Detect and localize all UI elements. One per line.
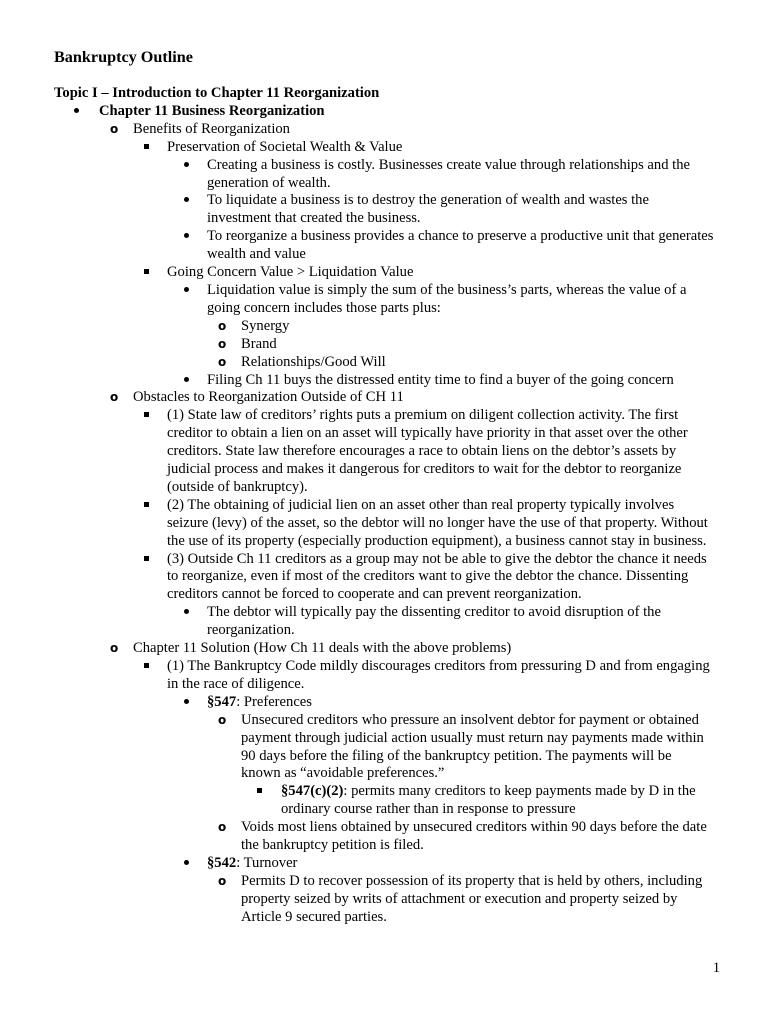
preservation-heading: Preservation of Societal Wealth & Value bbox=[54, 139, 714, 157]
obstacles-heading: o Obstacles to Reorganization Outside of CH 11 bbox=[110, 389, 404, 406]
bullet-marker bbox=[184, 228, 189, 246]
document-title: Bankruptcy Outline bbox=[54, 48, 193, 66]
square-marker bbox=[257, 783, 262, 801]
document-body bbox=[54, 46, 714, 927]
bullet-marker bbox=[184, 282, 189, 300]
bullet-marker bbox=[74, 103, 79, 121]
topic-heading: Topic I – Introduction to Chapter 11 Reorganization bbox=[54, 85, 380, 101]
list-item: o Unsecured creditors who pressure an insolvent debtor for payment or obtained payment through judicial action usually must return nay payments made within 90 days before the filing of the bankruptcy petition. The payments will be known as “avoidable preferences.” bbox=[218, 711, 704, 782]
list-item: (1) State law of creditors’ rights puts a premium on diligent collection activity. The first creditor to obtain a lien on an asset will typically have priority in that asset over the other creditors. State law therefore encourages a race to obtain liens on the debtor’s assets by judicial process and makes it dangerous for creditors to wait for the debtor to reorganize (outside of bankruptcy). bbox=[54, 407, 714, 497]
list-item: Liquidation value is simply the sum of the business’s parts, whereas the value of a going concern includes those parts plus: bbox=[54, 282, 714, 318]
circle-marker: o bbox=[218, 354, 227, 369]
bullet-marker bbox=[184, 604, 189, 622]
section-547c2: §547(c)(2): permits many creditors to keep payments made by D in the ordinary course rather than in response to pressure bbox=[54, 783, 714, 819]
square-marker bbox=[144, 139, 149, 157]
list-item: o Synergy bbox=[218, 317, 290, 334]
section-542: §542: Turnover bbox=[54, 855, 714, 873]
square-marker bbox=[144, 497, 149, 515]
page-number: 1 bbox=[712, 960, 720, 976]
list-item: Filing Ch 11 buys the distressed entity time to find a buyer of the going concern bbox=[54, 372, 714, 390]
circle-marker: o bbox=[218, 336, 227, 351]
square-marker bbox=[144, 264, 149, 282]
circle-marker: o bbox=[110, 121, 119, 136]
list-item: To reorganize a business provides a chance to preserve a productive unit that generates wealth and value bbox=[54, 228, 714, 264]
list-item: o Voids most liens obtained by unsecured creditors within 90 days before the date the bankruptcy petition is filed. bbox=[218, 819, 707, 854]
list-item: (1) The Bankruptcy Code mildly discourages creditors from pressuring D and from engaging in the race of diligence. bbox=[54, 658, 714, 694]
list-item: (2) The obtaining of judicial lien on an asset other than real property typically involves seizure (levy) of the asset, so the debtor will no longer have the use of that property. Without the use of its property (especially production equipment), a business cannot stay in business. bbox=[54, 497, 714, 551]
circle-marker: o bbox=[218, 820, 227, 835]
list-item: o Relationships/Good Will bbox=[218, 353, 386, 370]
circle-marker: o bbox=[110, 641, 119, 656]
bullet-marker bbox=[184, 157, 189, 175]
bullet-marker bbox=[184, 855, 189, 873]
list-item: (3) Outside Ch 11 creditors as a group may not be able to give the debtor the chance it needs to reorganize, even if most of the creditors want to give the debtor the chance. Dissenting creditors cannot be forced to cooperate and can prevent reorganization. bbox=[54, 551, 714, 605]
circle-marker: o bbox=[110, 390, 119, 405]
list-item: o Brand bbox=[218, 335, 277, 352]
solution-heading: o Chapter 11 Solution (How Ch 11 deals with the above problems) bbox=[110, 640, 512, 657]
benefits-heading: o Benefits of Reorganization bbox=[110, 120, 290, 137]
circle-marker: o bbox=[218, 873, 227, 888]
section-547: §547: Preferences bbox=[54, 694, 714, 712]
square-marker bbox=[144, 407, 149, 425]
list-item: To liquidate a business is to destroy the generation of wealth and wastes the investment that created the business. bbox=[54, 192, 714, 228]
going-concern-heading: Going Concern Value > Liquidation Value bbox=[54, 264, 714, 282]
bullet-marker bbox=[184, 192, 189, 210]
chapter-heading: Chapter 11 Business Reorganization bbox=[54, 103, 714, 121]
bullet-marker bbox=[184, 694, 189, 712]
circle-marker: o bbox=[218, 318, 227, 333]
list-item: The debtor will typically pay the dissenting creditor to avoid disruption of the reorganization. bbox=[54, 604, 714, 640]
list-item: o Permits D to recover possession of its property that is held by others, including property seized by writs of attachment or execution and property seized by Article 9 secured parties. bbox=[218, 872, 703, 925]
list-item: Creating a business is costly. Businesses create value through relationships and the generation of wealth. bbox=[54, 157, 714, 193]
circle-marker: o bbox=[218, 712, 227, 727]
outline bbox=[54, 103, 714, 927]
square-marker bbox=[144, 551, 149, 569]
square-marker bbox=[144, 658, 149, 676]
bullet-marker bbox=[184, 372, 189, 390]
